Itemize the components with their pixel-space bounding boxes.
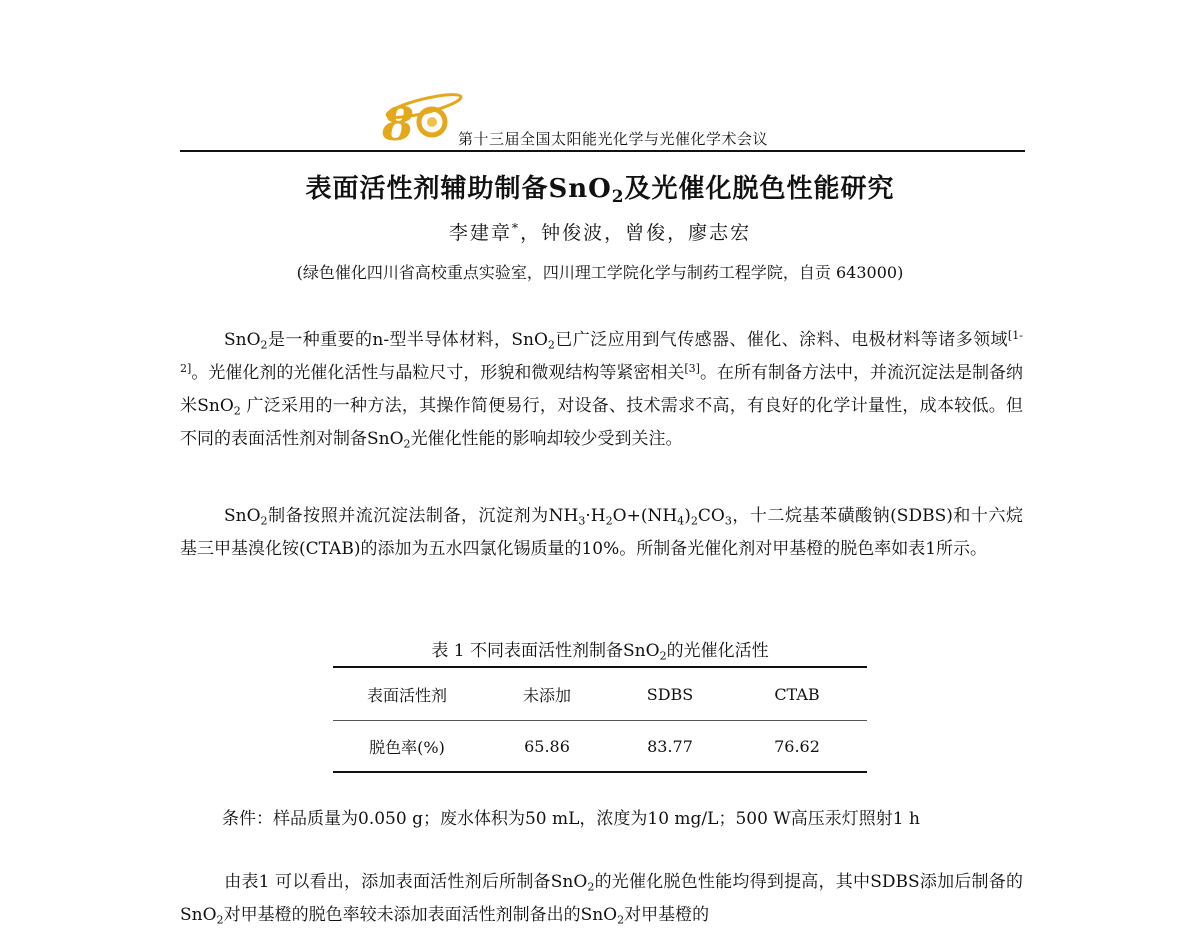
table-cell: 65.86: [524, 736, 570, 756]
paragraph-discussion: 由表1 可以看出，添加表面活性剂后所制备SnO$_2$的光催化脱色性能均得到提高，其中SDBS添加后制备的SnO$_2$对甲基橙的脱色率较未添加表面活性剂制备出的SnO$_2$对甲基橙的: [180, 872, 1023, 927]
table-header-cell: SDBS: [646, 684, 694, 704]
anniversary-85-logo: [378, 88, 470, 146]
table-row: [333, 721, 867, 771]
affiliation: (绿色催化四川省高校重点实验室，四川理工学院化学与制药工程学院，自贡 643000): [296, 263, 904, 282]
table-cell: 76.62: [774, 736, 820, 756]
conference-name: 第十三届全国太阳能光化学与光催化学术会议: [458, 130, 769, 148]
table-header-cell: 未添加: [522, 685, 571, 705]
table-cell: 83.77: [647, 736, 693, 756]
header-rule: [180, 150, 1025, 152]
authors: 李建章*，钟俊波，曾俊，廖志宏: [448, 221, 752, 244]
paragraph-method: SnO$_2$制备按照并流沉淀法制备，沉淀剂为$NH_3\cdot H_2O+(NH_4)_2CO_3$，十二烷基苯磺酸钠(SDBS)和十六烷基三甲基溴化铵(CTAB)的添加为五水四氯化锡质量的10%。所制备光催化剂对甲基橙的脱色率如表1所示。: [180, 506, 1023, 559]
table-header-cell: CTAB: [774, 684, 820, 704]
svg-text:8: 8: [382, 97, 415, 146]
table-header-row: [333, 668, 867, 721]
table-caption: 表 1 不同表面活性剂制备SnO$_2$的光催化活性: [431, 641, 769, 663]
paragraph-intro: SnO$_2$是一种重要的n-型半导体材料，SnO$_2$已广泛应用到气传感器、催化、涂料、电极材料等诸多领域[1-2]。光催化剂的光催化活性与晶粒尺寸，形貌和微观结构等紧密相关[3]。在所有制备方法中，并流沉淀法是制备纳米SnO$_2$ 广泛采用的一种方法，其操作简便易行，对设备、技术需求不高，有良好的化学计量性，成本较低。但不同的表面活性剂对制备SnO$_2$光催化性能的影响却较少受到关注。: [180, 328, 1023, 451]
paper-title: 表面活性剂辅助制备SnO$_2$及光催化脱色性能研究: [305, 174, 895, 207]
table-conditions: 条件：样品质量为0.050 g；废水体积为50 mL，浓度为10 mg/L；500 W高压汞灯照射1 h: [222, 809, 920, 829]
table-cell: 脱色率(%): [369, 737, 445, 757]
table-header-cell: 表面活性剂: [366, 685, 447, 705]
results-table: [333, 666, 867, 773]
